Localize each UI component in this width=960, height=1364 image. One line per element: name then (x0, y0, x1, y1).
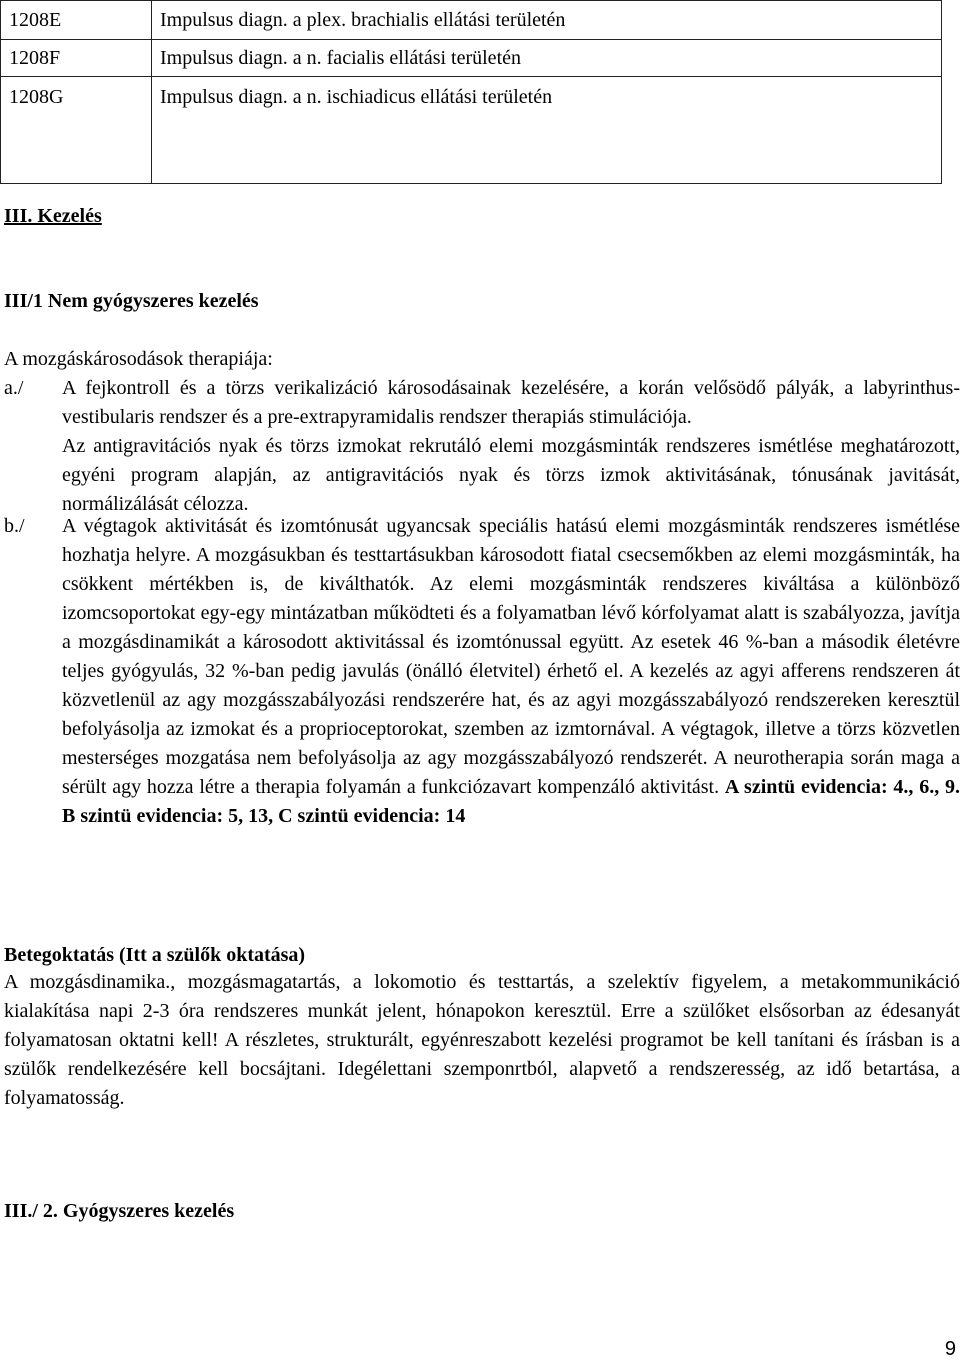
evidence-level-a: A szintü evidencia: 4., 6., 9. (724, 776, 960, 798)
therapy-intro: A mozgáskárosodások therapiája: (4, 348, 273, 370)
list-item-a (4, 374, 960, 519)
section-heading-gyogyszeres: III./ 2. Gyógyszeres kezelés (4, 1200, 235, 1222)
table-cell-text: Impulsus diagn. a n. ischiadicus ellátási területén (152, 77, 942, 184)
procedure-code-table (0, 0, 942, 184)
betegoktatas-paragraph (4, 968, 960, 1113)
list-label-a: a./ (4, 377, 24, 399)
item-b-body: A végtagok aktivitását és izomtónusát ugyancsak speciális hatású elemi mozgásminták rendszeres ismétlése hozhatja helyre. A mozgásukban és testtartásukban károsodott fiatal csecsemőkben az elemi mozgásminták, ha csökkent mértékben is, de kiválthatók. Az elemi mozgásminták rendszeres kiváltása a különböző izomcsoportokat egy-egy mintázatban működteti és a folyamatban lévő kórfolyamat alatt is szabályozza, javítja a mozgásdinamikát a károsodott aktivitással és izomtónussal együtt. Az esetek 46 %-ban a második életévre teljes gyógyulás, 32 %-ban pedig javulás (önálló életvitel) érhető el. A kezelés az agyi afferens rendszeren át közvetlenül az agy mozgásszabályozási rendszerére hat, és az agyi mozgásszabályozó rendszereken keresztül befolyásolja az izmokat és a proprioceptorokat, szemben az izmtornával. A végtagok, illetve a törzs közvetlen mesterséges mozgatása nem befolyásolja az agy mozgásszabályozó rendszerét. A neurotherapia során maga a sérült agy hozza létre a therapia folyamán a funkciózavart kompenzáló aktivitást. (62, 515, 960, 798)
betegoktatas-text: A mozgásdinamika., mozgásmagatartás, a lokomotio és testtartás, a szelektív figyelem, a metakommunikáció kialakítása napi 2-3 óra rendszeres munkát jelent, hónapokon keresztül. Erre a szülőket elsősorban az édesanyát folyamatosan oktatni kell! A részletes, strukturált, egyénreszabott kezelési programot be kell tanítani és írásban is a szülők rendelkezésére kell bocsájtani. Idegélettani szemponrtból, alapvető a rendszeresség, az idő betartása, a folyamatosság. (4, 971, 960, 1109)
page-number: 9 (944, 1338, 956, 1360)
table-row (1, 40, 942, 77)
list-item-b (4, 512, 960, 831)
table-cell-text: Impulsus diagn. a n. facialis ellátási területén (152, 40, 942, 77)
evidence-level-b-c: B szintü evidencia: 5, 13, C szintü evidencia: 14 (62, 805, 466, 827)
item-a-text-2: Az antigravitációs nyak és törzs izmokat rekrutáló elemi mozgásminták rendszeres ismétlése meghatározott, egyéni program alapján, az antigravitációs nyak és törzs izmok aktivitásának, tónusának javitását, normálizálását célozza. (62, 435, 960, 515)
table-cell-code: 1208G (1, 77, 152, 184)
betegoktatas-heading: Betegoktatás (Itt a szülők oktatása) (4, 944, 306, 966)
table-cell-code: 1208F (1, 40, 152, 77)
table-cell-text: Impulsus diagn. a plex. brachialis ellátási területén (152, 1, 942, 40)
item-a-text-1: A fejkontroll és a törzs verikalizáció károsodásainak kezelésére, a korán velősödő pályák, a labyrinthus-vestibularis rendszer és a pre-extrapyramidalis rendszer therapiás stimulációja. (62, 377, 960, 428)
table-cell-code: 1208E (1, 1, 152, 40)
subsection-heading-nem-gyogyszeres: III/1 Nem gyógyszeres kezelés (4, 290, 259, 312)
section-heading-kezeles: III. Kezelés (4, 205, 102, 227)
table-row (1, 1, 942, 40)
table-row (1, 77, 942, 184)
list-label-b: b./ (4, 515, 25, 537)
item-b-text (62, 512, 960, 831)
